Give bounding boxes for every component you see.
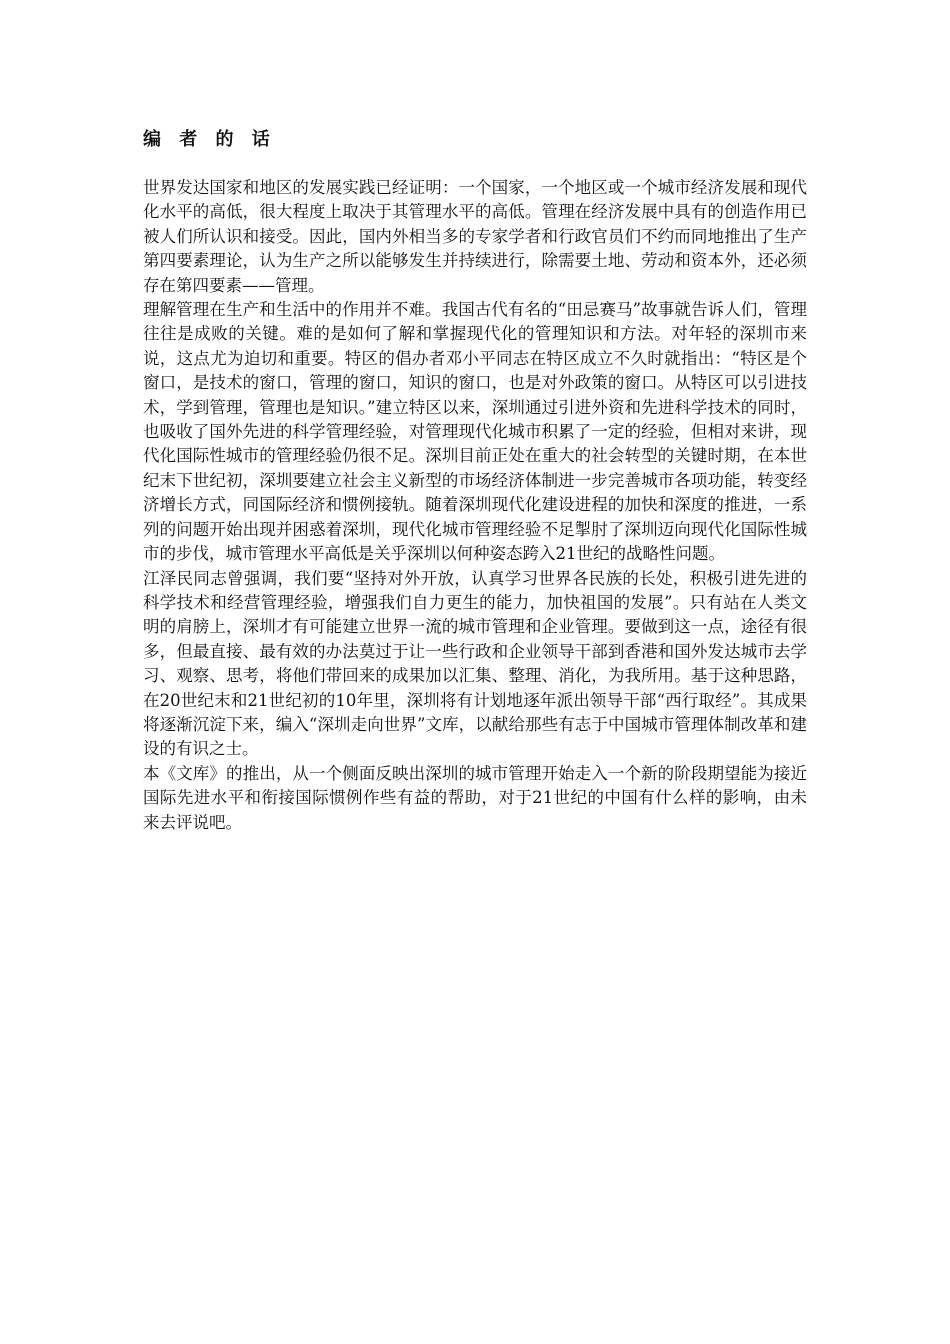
paragraph-3: 江泽民同志曾强调，我们要“坚持对外开放，认真学习世界各民族的长处，积极引进先进的科学技术和经营管理经验，增强我们自力更生的能力，加快祖国的发展”。只有站在人类文明的肩膀上，深圳才有可能建立世界一流的城市管理和企业管理。要做到这一点，途径有很多，但最直接、最有效的办法莫过于让一些行政和企业领导干部到香港和国外发达城市去学习、观察、思考，将他们带回来的成果加以汇集、整理、消化，为我所用。基于这种思路，在20世纪末和21世纪初的10年里，深圳将有计划地逐年派出领导干部“西行取经”。其成果将逐渐沉淀下来，编入“深圳走向世界”文库，以献给那些有志于中国城市管理体制改革和建设的有识之士。 [143,568,807,759]
document-body [143,176,807,835]
page-title: 编 者 的 话 [143,129,276,150]
paragraph-1: 世界发达国家和地区的发展实践已经证明：一个国家，一个地区或一个城市经济发展和现代化水平的高低，很大程度上取决于其管理水平的高低。管理在经济发展中具有的创造作用已被人们所认识和接受。因此，国内外相当多的专家学者和行政官员们不约而同地推出了生产第四要素理论，认为生产之所以能够发生并持续进行，除需要土地、劳动和资本外，还必须存在第四要素——管理。 [143,178,807,295]
paragraph-4: 本《文库》的推出，从一个侧面反映出深圳的城市管理开始走入一个新的阶段期望能为接近国际先进水平和衔接国际惯例作些有益的帮助，对于21世纪的中国有什么样的影响，由未来去评说吧。 [143,763,807,832]
paragraph-2: 理解管理在生产和生活中的作用并不难。我国古代有名的“田忌赛马”故事就告诉人们，管理往往是成败的关键。难的是如何了解和掌握现代化的管理知识和方法。对年轻的深圳市来说，这点尤为迫切和重要。特区的倡办者邓小平同志在特区成立不久时就指出：“特区是个窗口，是技术的窗口，管理的窗口，知识的窗口，也是对外政策的窗口。从特区可以引进技术，学到管理，管理也是知识。”建立特区以来，深圳通过引进外资和先进科学技术的同时，也吸收了国外先进的科学管理经验，对管理现代化城市积累了一定的经验，但相对来讲，现代化国际性城市的管理经验仍很不足。深圳目前正处在重大的社会转型的关键时期，在本世纪末下世纪初，深圳要建立社会主义新型的市场经济体制进一步完善城市各项功能，转变经济增长方式，同国际经济和惯例接轨。随着深圳现代化建设进程的加快和深度的推进，一系列的问题开始出现并困惑着深圳，现代化城市管理经验不足掣肘了深圳迈向现代化国际性城市的步伐，城市管理水平高低是关乎深圳以何种姿态跨入21世纪的战略性问题。 [143,300,807,564]
